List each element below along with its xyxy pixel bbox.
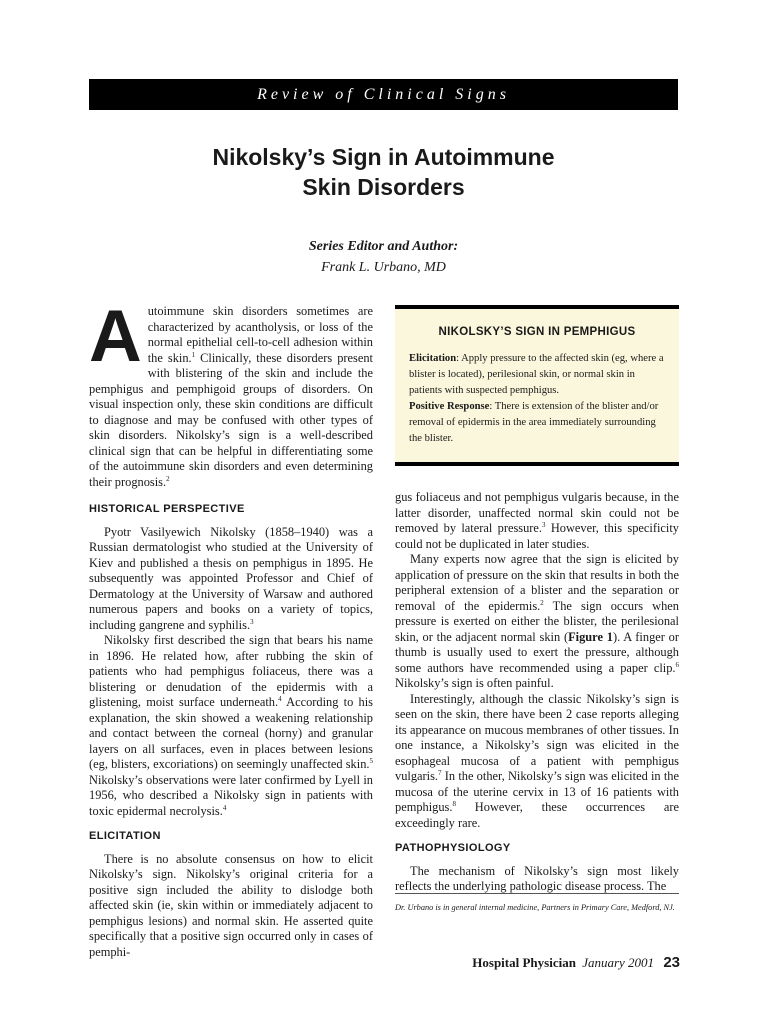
journal-name: Hospital Physician [472, 955, 576, 970]
byline-label: Series Editor and Author: [308, 239, 459, 254]
reference-marker: 2 [540, 598, 544, 607]
body-paragraph: Pyotr Vasilyewich Nikolsky (1858–1940) was a Russian dermatologist who studied at the University of Kiev and published a thesis on pemphigus in 1895. He subsequently was appointed Professor and Chief of Dermatology at the University of Warsaw and authored numerous papers and books on a variety of topics, including gangrene and syphilis.$^3$ [89, 524, 373, 632]
reference-marker: 2 [166, 474, 170, 483]
body-paragraph: There is no absolute consensus on how to elicit Nikolsky’s sign. Nikolsky’s original criteria for a positive sign included the ability to dislodge both affected skin (ie, skin within or immediately adjacent to pemphigus lesions) and normal skin. He asserted quite specifically that a positive sign occurred only in cases of pemphi- [89, 851, 373, 959]
heading-elicitation: ELICITATION [89, 830, 161, 842]
sidebar-box [395, 305, 679, 466]
title-line-2: Skin Disorders [302, 174, 465, 200]
left-column [89, 296, 373, 960]
reference-marker: 4 [222, 803, 227, 812]
sidebar-positive-response: Positive Response: There is extension of the blister and/or removal of epidermis in the area immediately surrounding the blister. [409, 401, 659, 444]
footnote-divider [395, 893, 679, 894]
reference-marker: 4 [278, 694, 282, 703]
reference-marker: 7 [438, 768, 442, 777]
heading-historical-perspective: HISTORICAL PERSPECTIVE [89, 503, 245, 515]
heading-pathophysiology: PATHOPHYSIOLOGY [395, 842, 511, 854]
reference-marker: 8 [452, 799, 456, 808]
figure-reference: Figure 1 [568, 629, 613, 644]
reference-marker: 3 [542, 520, 546, 529]
reference-marker: 6 [675, 660, 679, 669]
body-paragraph: gus foliaceus and not pemphigus vulgaris because, in the latter disorder, unaffected normal skin could not be removed by lateral pressure.$^3$ However, this specificity could not be duplicated in later studies. [395, 490, 679, 551]
article-title [89, 142, 678, 202]
title-line-1: Nikolsky’s Sign in Autoimmune [212, 144, 555, 170]
reference-marker: 3 [250, 617, 254, 626]
sidebar-title: NIKOLSKY’S SIGN IN PEMPHIGUS [438, 326, 636, 338]
section-banner: Review of Clinical Signs [89, 79, 678, 110]
sidebar-elicitation: Elicitation: Apply pressure to the affected skin (eg, where a blister is located), perilesional skin, or normal skin in patients with suspected pemphigus. [409, 353, 664, 396]
intro-paragraph: Autoimmune skin disorders sometimes are characterized by acantholysis, or loss of the normal epithelial cell-to-cell adhesion within the skin.$^1$ Clinically, these disorders present with blistering of the skin and include the pemphigus and pemphigoid groups of disorders. On visual inspection only, these skin conditions are difficult to diagnose and may be confused with other types of skin disorders. Nikolsky’s sign is a well-described clinical sign that can be helpful in differentiating some of the autoimmune skin disorders and even determining their prognosis.$^2$ [89, 296, 373, 489]
reference-marker: 1 [191, 350, 196, 359]
body-paragraph: The mechanism of Nikolsky’s sign most likely reflects the underlying pathologic disease process. The [395, 863, 679, 893]
body-paragraph: Nikolsky first described the sign that bears his name in 1896. He related how, after rubbing the skin of patients who had pemphigus foliaceus, there was a blistering or denudation of the epidermis with a glistening, moist surface underneath.$^4$ According to his explanation, the skin showed a weakening relationship and contact between the corneal (horny) and granular layers on all surfaces, even in places between lesions (eg, blisters, excoriations) on seemingly unaffected skin.$^5$ Nikolsky’s observations were later confirmed by Lyell in 1956, who described a Nikolsky sign in patients with toxic epidermal necrolysis.$^4$ [89, 633, 373, 818]
body-paragraph: Many experts now agree that the sign is elicited by application of pressure on the skin that results in both the peripheral extension of a blister and the separation or removal of the epidermis.$^2$ The sign occurs when pressure is exerted on either the blister, the perilesional skin, or the adjacent normal skin (Figure 1). A finger or thumb is usually used to exert the pressure, although some authors have recommended using a paper clip.$^6$ Nikolsky’s sign is often painful. [395, 552, 679, 690]
right-column [395, 490, 679, 895]
reference-marker: 5 [369, 756, 373, 765]
drop-cap: A [89, 296, 142, 377]
issue-date: January 2001 [582, 955, 655, 970]
author-name: Frank L. Urbano, MD [321, 260, 446, 275]
body-paragraph: Interestingly, although the classic Nikolsky’s sign is seen on the skin, there have been 2 case reports alleging its appearance on mucous membranes of other tissues. In one instance, a Nikolsky’s sign was elicited in the esophageal mucosa of a patient with pemphigus vulgaris.$^7$ In the other, Nikolsky’s sign was elicited in the mucosa of the uterine cervix in 13 of 16 patients with pemphigus.$^8$ However, these occurrences are exceedingly rare. [395, 691, 679, 830]
byline [89, 236, 678, 278]
page-number: 23 [663, 954, 680, 971]
author-footnote: Dr. Urbano is in general internal medicine, Partners in Primary Care, Medford, NJ. [395, 903, 675, 912]
page-footer [400, 954, 680, 971]
